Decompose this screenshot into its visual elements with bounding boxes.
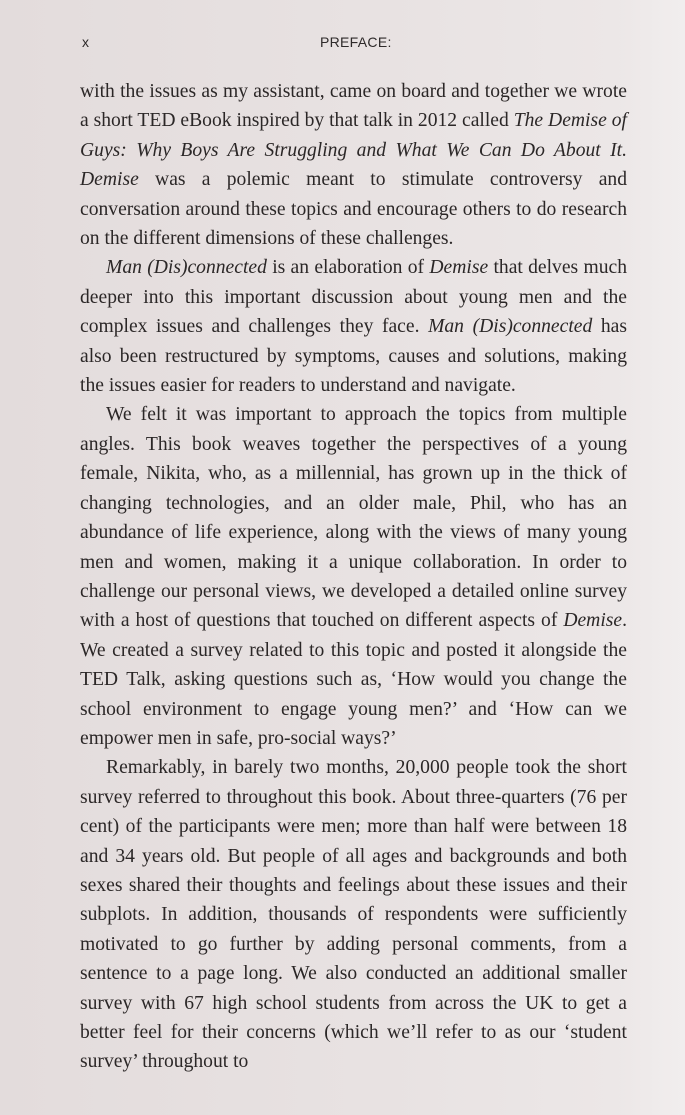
italic-text: Man (Dis)connected	[428, 316, 593, 338]
italic-text: Demise	[429, 257, 489, 279]
paragraph	[80, 753, 627, 1076]
running-head: PREFACE:	[320, 34, 392, 50]
page-header	[80, 34, 640, 54]
page-number: x	[82, 34, 90, 50]
italic-text: Demise	[563, 610, 623, 632]
italic-text: The Demise of Guys: Why Boys Are Struggling and What We Can Do About It. Demise	[80, 110, 627, 191]
text-run: that delves much deeper into this important discussion about young men and the complex issues and challenges they face.	[80, 257, 627, 338]
paragraph	[80, 253, 627, 400]
body-text	[80, 77, 627, 1077]
text-run: Remarkably, in barely two months, 20,000 people took the short survey referred to throughout this book. About three-quarters (76 per cent) of the participants were men; more than half were between 18 and 34 years old. But people of all ages and backgrounds and both sexes shared their thoughts and feelings about these issues and their subplots. In addition, thousands of respondents were sufficiently motivated to go further by adding personal comments, from a sentence to a page long. We also conducted an additional smaller survey with 67 high school students from across the UK to get a better feel for their concerns (which we’ll refer to as our ‘student survey’ throughout to	[80, 757, 627, 1073]
text-run: was a polemic meant to stimulate controversy and conversation around these topics and encourage others to do research on the different dimensions of these challenges.	[80, 169, 627, 250]
paragraph	[80, 400, 627, 753]
text-run: with the issues as my assistant, came on board and together we wrote a short TED eBook inspired by that talk in 2012 called	[80, 81, 627, 132]
text-run: is an elaboration of	[266, 257, 430, 279]
paragraph	[80, 77, 627, 253]
text-run: has also been restructured by symptoms, causes and solutions, making the issues easier for readers to understand and navigate.	[80, 316, 627, 397]
italic-text: Man (Dis)connected	[106, 257, 267, 279]
text-run: . We created a survey related to this topic and posted it alongside the TED Talk, asking questions such as, ‘How would you change the school environment to engage young men?’ and ‘How can we empower men in safe, pro-social ways?’	[80, 610, 627, 749]
text-run: We felt it was important to approach the topics from multiple angles. This book weaves together the perspectives of a young female, Nikita, who, as a millennial, has grown up in the thick of changing technologies, and an older male, Phil, who has an abundance of life experience, along with the views of many young men and women, making it a unique collaboration. In order to challenge our personal views, we developed a detailed online survey with a host of questions that touched on different aspects of	[80, 404, 627, 632]
